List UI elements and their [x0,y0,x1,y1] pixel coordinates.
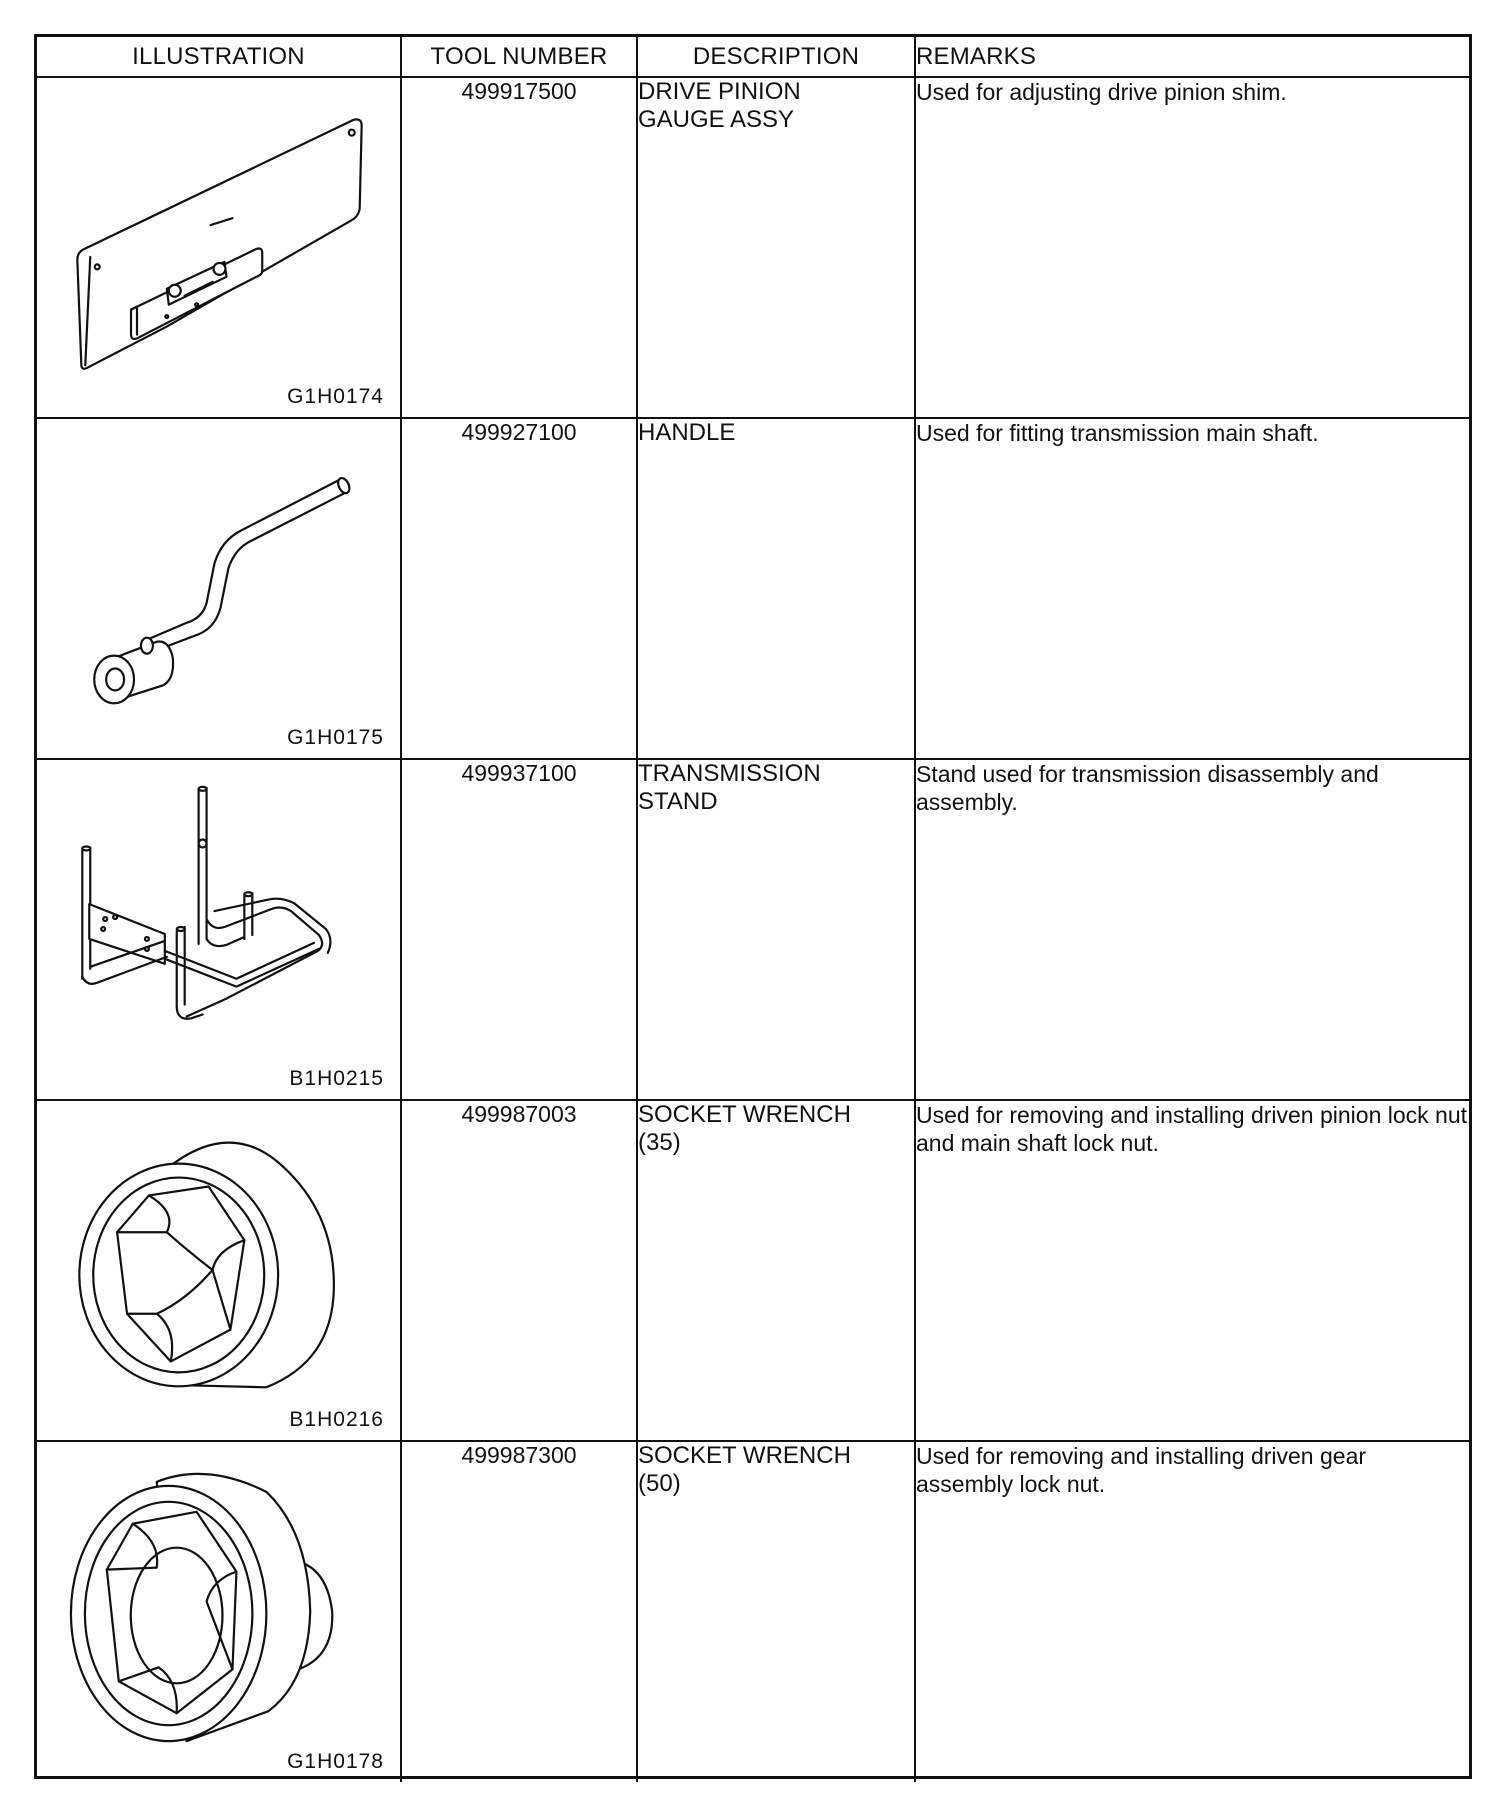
table-row [37,759,1469,1100]
illustration-cell [37,77,401,418]
tool-number-cell: 499917500 [401,77,637,418]
description-line: STAND [638,788,718,815]
illustration-cell [37,1441,401,1782]
special-tools-table [37,37,1469,1782]
description-line: (35) [638,1129,681,1156]
description-cell [637,759,915,1100]
table-row [37,1441,1469,1782]
description-line: SOCKET WRENCH [638,1442,851,1469]
remarks-cell: Stand used for transmission disassembly and assembly. [915,759,1469,1100]
tool-number-cell: 499937100 [401,759,637,1100]
description-cell [637,77,915,418]
socket-wrench-50-icon [37,1442,400,1782]
table-row [37,77,1469,418]
description-line: (50) [638,1470,681,1497]
description-line: DRIVE PINION [638,78,801,105]
special-tools-table-sheet [34,34,1472,1779]
header-tool-number: TOOL NUMBER [401,37,637,77]
drive-pinion-gauge-icon [37,78,400,417]
illustration-cell [37,1100,401,1441]
handle-icon [37,419,400,758]
figure-code: B1H0216 [289,1408,384,1431]
description-line: GAUGE ASSY [638,106,795,133]
remarks-cell: Used for adjusting drive pinion shim. [915,77,1469,418]
transmission-stand-icon [37,760,400,1099]
table-row [37,1100,1469,1441]
description-line: SOCKET WRENCH [638,1101,851,1128]
description-line: HANDLE [638,419,736,446]
header-illustration: ILLUSTRATION [37,37,401,77]
figure-code: G1H0174 [287,385,384,408]
remarks-cell: Used for removing and installing driven pinion lock nut and main shaft lock nut. [915,1100,1469,1441]
table-row [37,418,1469,759]
description-cell [637,1441,915,1782]
description-line: TRANSMISSION [638,760,821,787]
description-cell [637,418,915,759]
remarks-cell: Used for removing and installing driven gear assembly lock nut. [915,1441,1469,1782]
remarks-cell: Used for fitting transmission main shaft. [915,418,1469,759]
header-remarks: REMARKS [915,37,1469,77]
tool-number-cell: 499987003 [401,1100,637,1441]
figure-code: G1H0175 [287,726,384,749]
illustration-cell [37,418,401,759]
tool-number-cell: 499987300 [401,1441,637,1782]
figure-code: G1H0178 [287,1750,384,1773]
socket-wrench-35-icon [37,1101,400,1440]
description-cell [637,1100,915,1441]
figure-code: B1H0215 [289,1067,384,1090]
illustration-cell [37,759,401,1100]
tool-number-cell: 499927100 [401,418,637,759]
table-header-row [37,37,1469,77]
header-description: DESCRIPTION [637,37,915,77]
